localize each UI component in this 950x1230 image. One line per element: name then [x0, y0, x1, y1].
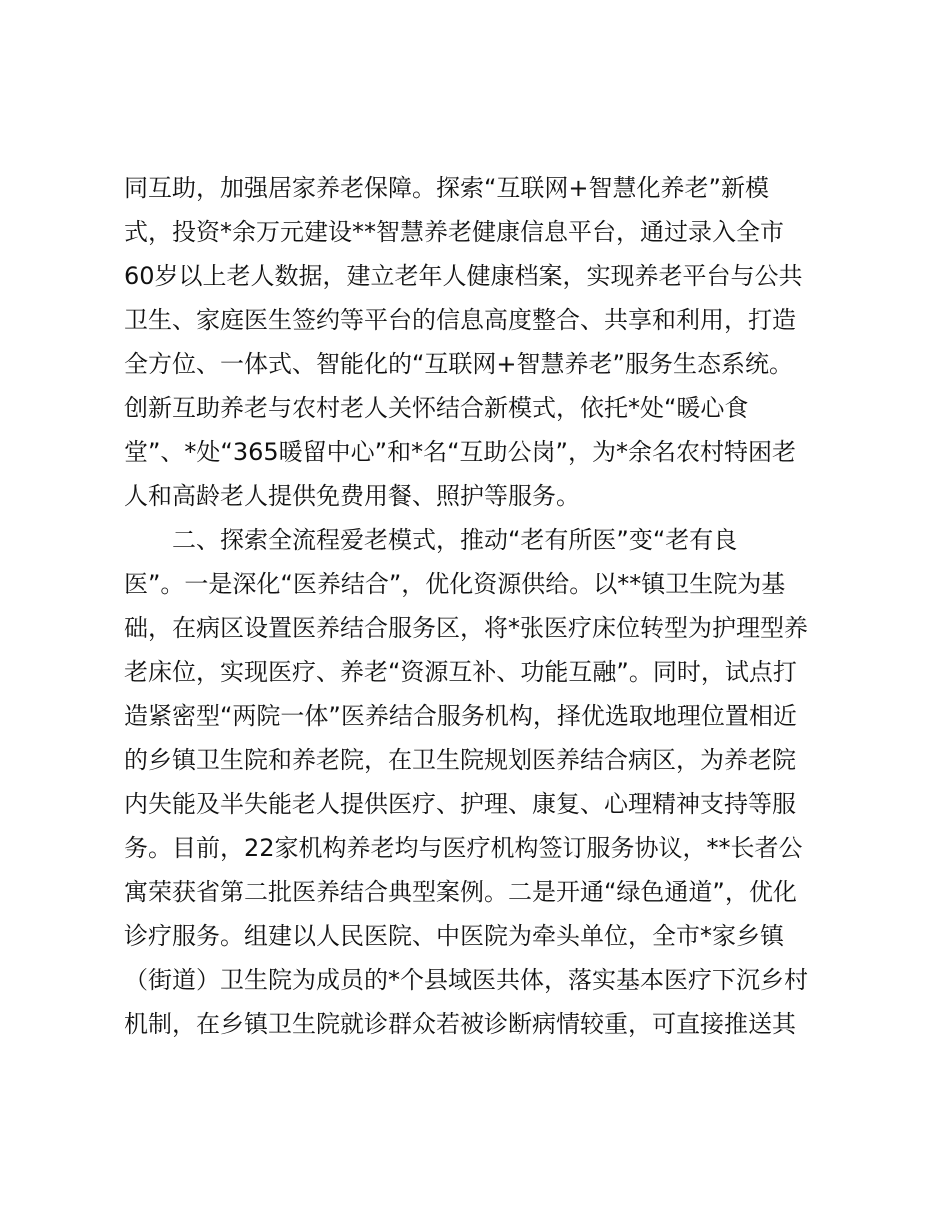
paragraph-line: 创新互助养老与农村老人关怀结合新模式，依托*处“暖心食 [124, 394, 749, 422]
section-heading-line: 二、探索全流程爱老模式，推动“老有所医”变“老有良 [172, 526, 738, 554]
paragraph-line: 寓荣获省第二批医养结合典型案例。二是开通“绿色通道”，优化 [124, 878, 797, 906]
paragraph-line: （街道）卫生院为成员的*个县域医共体，落实基本医疗下沉乡村 [124, 966, 808, 994]
paragraph-line: 卫生、家庭医生签约等平台的信息高度整合、共享和利用，打造 [124, 306, 796, 334]
paragraph-line: 机制，在乡镇卫生院就诊群众若被诊断病情较重，可直接推送其 [124, 1010, 796, 1038]
paragraph-line: 人和高龄老人提供免费用餐、照护等服务。 [124, 482, 580, 510]
paragraph-line: 堂”、*处“365暖留中心”和*名“互助公岗”，为*余名农村特困老 [124, 438, 796, 466]
paragraph-line: 老床位，实现医疗、养老“资源互补、功能互融”。同时，试点打 [124, 658, 797, 686]
paragraph-line: 务。目前，22家机构养老均与医疗机构签订服务协议，**长者公 [124, 834, 803, 862]
paragraph-line: 造紧密型“两院一体”医养结合服务机构，择优选取地理位置相近 [124, 702, 797, 730]
paragraph-line: 的乡镇卫生院和养老院，在卫生院规划医养结合病区，为养老院 [124, 746, 796, 774]
paragraph-line: 础，在病区设置医养结合服务区，将*张医疗床位转型为护理型养 [124, 614, 808, 642]
paragraph-line: 诊疗服务。组建以人民医院、中医院为牵头单位，全市*家乡镇 [124, 922, 784, 950]
paragraph-line: 全方位、一体式、智能化的“互联网+智慧养老”服务生态系统。 [124, 350, 793, 378]
paragraph-line: 式，投资*余万元建设**智慧养老健康信息平台，通过录入全市 [124, 218, 784, 246]
paragraph-line: 同互助，加强居家养老保障。探索“互联网+智慧化养老”新模 [124, 174, 769, 202]
paragraph-line: 医”。一是深化“医养结合”，优化资源供给。以**镇卫生院为基 [124, 570, 786, 598]
paragraph-line: 60岁以上老人数据，建立老年人健康档案，实现养老平台与公共 [124, 262, 803, 290]
paragraph-line: 内失能及半失能老人提供医疗、护理、康复、心理精神支持等服 [124, 790, 796, 818]
